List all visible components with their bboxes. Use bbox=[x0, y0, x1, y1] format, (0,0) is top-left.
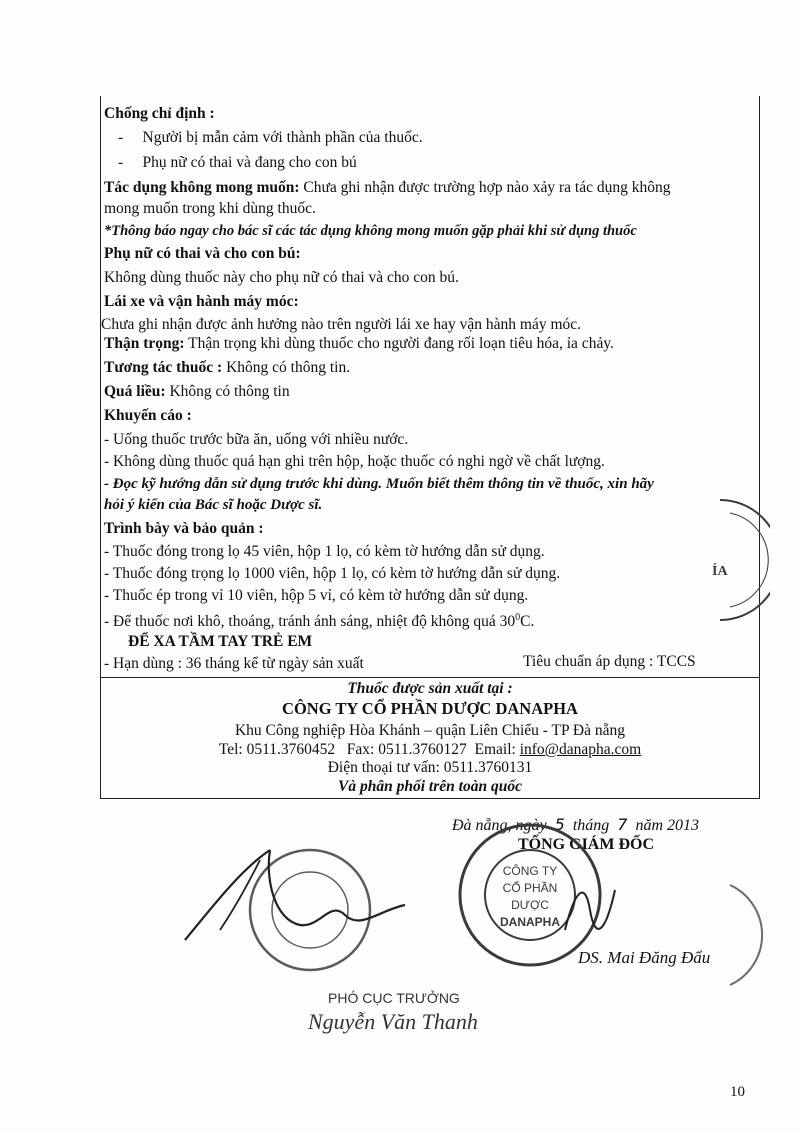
advice-item-1: - Uống thuốc trước bữa ăn, uống với nhiều nước. bbox=[104, 431, 409, 448]
manufacturer-intro: Thuốc được sản xuất tại : bbox=[347, 680, 513, 697]
director-signature bbox=[555, 870, 625, 940]
contra-heading: Chống chỉ định : bbox=[104, 105, 215, 122]
packaging-heading: Trình bày và bảo quản : bbox=[104, 520, 264, 537]
pregnancy-text: Không dùng thuốc này cho phụ nữ có thai và cho con bú. bbox=[104, 269, 459, 286]
packaging-item-1: - Thuốc đóng trong lọ 45 viên, hộp 1 lọ, có kèm tờ hướng dẫn sử dụng. bbox=[104, 543, 545, 560]
svg-text:CỔ PHẦN: CỔ PHẦN bbox=[502, 881, 558, 895]
driving-text: Chưa ghi nhận được ảnh hưởng nào trên người lái xe hay vận hành máy móc. bbox=[101, 316, 582, 333]
advice-item-2: - Không dùng thuốc quá hạn ghi trên hộp, hoặc thuốc có nghi ngờ về chất lượng. bbox=[104, 453, 605, 470]
side-stamp bbox=[700, 495, 770, 625]
edge-stamp bbox=[725, 880, 775, 990]
packaging-item-2: - Thuốc đóng trọng lọ 1000 viên, hộp 1 lọ, có kèm tờ hướng dẫn sử dụng. bbox=[104, 565, 561, 582]
divider bbox=[100, 677, 760, 678]
contra-item-1: - Người bị mẫn cảm với thành phần của thuốc. bbox=[118, 129, 423, 146]
standard: Tiêu chuẩn áp dụng : TCCS bbox=[523, 653, 696, 670]
manufacturer-address: Khu Công nghiệp Hòa Khánh – quận Liên Chiểu - TP Đà nẵng bbox=[234, 722, 626, 739]
deputy-name: Nguyễn Văn Thanh bbox=[308, 1009, 478, 1034]
deputy-signature bbox=[180, 840, 420, 950]
advice-heading: Khuyến cáo : bbox=[104, 407, 192, 424]
children-warning: ĐỂ XA TẦM TAY TRẺ EM bbox=[128, 633, 313, 650]
caution-line: Thận trọng: Thận trọng khi dùng thuốc cho người đang rối loạn tiêu hóa, ỉa chảy. bbox=[104, 335, 614, 352]
side-effects-notice: *Thông báo ngay cho bác sĩ các tác dụng không mong muốn gặp phải khi sử dụng thuốc bbox=[104, 223, 637, 239]
page-number: 10 bbox=[730, 1084, 745, 1100]
manufacturer-name: CÔNG TY CỔ PHẦN DƯỢC DANAPHA bbox=[282, 699, 578, 718]
pregnancy-heading: Phụ nữ có thai và cho con bú: bbox=[104, 245, 301, 262]
svg-text:DANAPHA: DANAPHA bbox=[500, 915, 560, 929]
storage-line: - Để thuốc nơi khô, thoáng, tránh ánh sáng, nhiệt độ không quá $30^0C$. bbox=[104, 612, 535, 631]
signing-date: Đà nẵng, ngày 5 tháng 7 năm 2013 bbox=[452, 815, 700, 834]
manufacturer-hotline: Điện thoại tư vấn: 0511.3760131 bbox=[327, 759, 533, 776]
director-name: DS. Mai Đăng Đẩu bbox=[578, 948, 711, 967]
shelf-life: - Hạn dùng : 36 tháng kể từ ngày sản xuất bbox=[104, 655, 364, 672]
manufacturer-distribution: Và phân phối trên toàn quốc bbox=[338, 778, 522, 795]
email-link[interactable]: info@danapha.com bbox=[519, 741, 642, 758]
advice-note-1: - Đọc kỹ hướng dẫn sử dụng trước khi dùng. Muốn biết thêm thông tin về thuốc, xin hãy bbox=[104, 476, 654, 492]
deputy-title: PHÓ CỤC TRƯỞNG bbox=[328, 990, 460, 1006]
side-effects-line-2: mong muốn trong khi dùng thuốc. bbox=[104, 200, 316, 217]
packaging-item-3: - Thuốc ép trong vỉ 10 viên, hộp 5 vỉ, có kèm tờ hướng dẫn sử dụng. bbox=[104, 587, 529, 604]
advice-note-2: hỏi ý kiến của Bác sĩ hoặc Dược sĩ. bbox=[104, 497, 323, 513]
manufacturer-contacts: Tel: 0511.3760452 Fax: 0511.3760127 Email: info@danapha.com bbox=[218, 741, 642, 758]
side-effects-line-1: Tác dụng không mong muốn: Chưa ghi nhận được trường hợp nào xảy ra tác dụng không bbox=[104, 179, 671, 196]
side-stamp-center: ÍA bbox=[712, 564, 728, 579]
driving-heading: Lái xe và vận hành máy móc: bbox=[104, 293, 299, 310]
svg-text:CÔNG TY: CÔNG TY bbox=[502, 864, 558, 878]
interaction-line: Tương tác thuốc : Không có thông tin. bbox=[104, 359, 351, 376]
director-title: TỔNG GIÁM ĐỐC bbox=[518, 836, 654, 853]
contra-item-2: - Phụ nữ có thai và đang cho con bú bbox=[118, 154, 357, 171]
svg-text:DƯỢC: DƯỢC bbox=[511, 898, 549, 912]
overdose-line: Quá liều: Không có thông tin bbox=[104, 383, 290, 400]
